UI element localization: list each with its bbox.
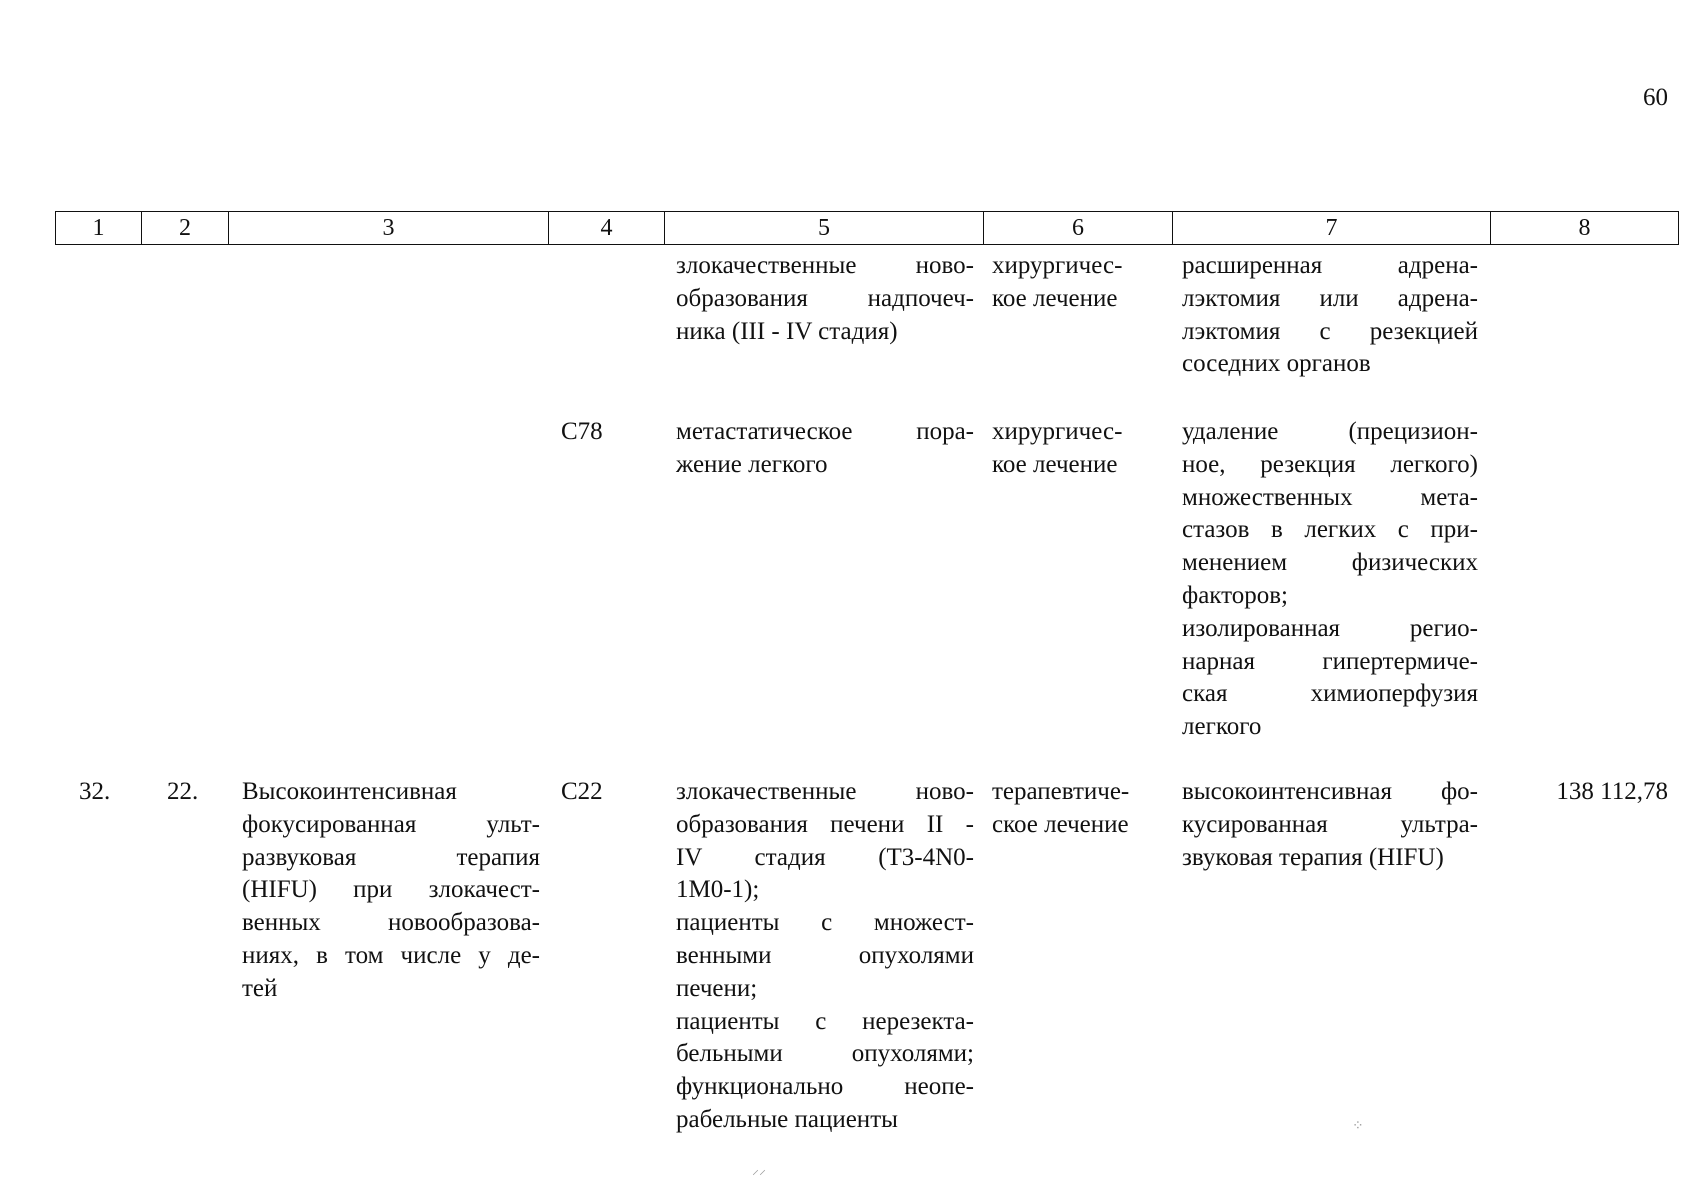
row3-treatment-line: терапевтиче- (992, 778, 1130, 805)
row1-diagnosis-line: образования надпочеч- (676, 284, 974, 312)
row3-care-type-line: венных новообразова- (242, 909, 540, 937)
row3-care-type-line: фокусированная ульт- (242, 810, 540, 838)
row3-cost: 138 112,78 (1556, 778, 1668, 805)
row3-method (1182, 776, 1478, 874)
column-number-header (55, 211, 1679, 245)
row3-treatment-type (992, 776, 1162, 842)
row3-diagnosis-line: IV стадия (T3-4N0- (676, 843, 974, 871)
row1-method (1182, 250, 1478, 381)
row1-treatment-type (992, 250, 1162, 316)
row3-care-type-line: развуковая терапия (242, 843, 540, 871)
row3-diagnosis-line: печени; (676, 974, 758, 1002)
row2-method-line: менением физических (1182, 549, 1478, 577)
row2-diagnosis (676, 416, 974, 482)
row3-treatment-line: ское лечение (992, 810, 1129, 838)
row3-method-line: звуковая терапия (HIFU) (1182, 843, 1444, 871)
row3-diagnosis-line: пациенты с множест- (676, 909, 974, 937)
row3-diagnosis-line: функционально неопе- (676, 1073, 974, 1101)
row2-treatment-line: кое лечение (992, 450, 1118, 478)
row2-method-line: удаление (прецизион- (1182, 418, 1478, 445)
row3-diagnosis-line: бельными опухолями; (676, 1040, 974, 1068)
row3-icd-code: C22 (561, 778, 603, 805)
row3-diagnosis-line: пациенты с нерезекта- (676, 1007, 974, 1035)
row3-care-type (242, 776, 540, 1006)
header-col-4: 4 (549, 212, 665, 245)
row3-care-type-line: ниях, в том числе у де- (242, 941, 540, 969)
row2-diagnosis-line: жение легкого (676, 450, 828, 478)
row1-method-line: расширенная адрена- (1182, 252, 1478, 279)
row2-method-line: легкого (1182, 713, 1262, 741)
row3-diagnosis (676, 776, 974, 1137)
header-col-2: 2 (142, 212, 229, 245)
row2-treatment-line: хирургичес- (992, 418, 1123, 445)
row3-method-line: кусированная ультра- (1182, 810, 1478, 838)
row1-diagnosis-line: злокачественные ново- (676, 252, 974, 279)
row2-method-line: ская химиоперфузия (1182, 680, 1478, 708)
row2-icd-code: C78 (561, 418, 603, 445)
header-col-5: 5 (665, 212, 984, 245)
row2-treatment-type (992, 416, 1162, 482)
row2-method-line: изолированная регио- (1182, 614, 1478, 642)
row1-method-line: лэктомия с резекцией (1182, 317, 1478, 345)
row2-method-line: факторов; (1182, 581, 1288, 609)
row3-care-type-line: тей (242, 974, 278, 1002)
page-number: 60 (1643, 84, 1668, 111)
row1-method-line: соседних органов (1182, 350, 1371, 378)
row1-treatment-line: хирургичес- (992, 252, 1123, 279)
header-col-8: 8 (1491, 212, 1679, 245)
scan-speck: ⁘ (1352, 1119, 1364, 1134)
row3-care-type-line: (HIFU) при злокачест- (242, 876, 540, 904)
row1-diagnosis (676, 250, 974, 348)
row2-method-line: стазов в легких с при- (1182, 516, 1478, 544)
row1-treatment-line: кое лечение (992, 284, 1118, 312)
row2-method-line: ное, резекция легкого) (1182, 450, 1478, 478)
row2-diagnosis-line: метастатическое пора- (676, 418, 974, 445)
row3-care-type-line: Высокоинтенсивная (242, 778, 457, 805)
row3-diagnosis-line: 1M0-1); (676, 876, 760, 904)
row1-diagnosis-line: ника (III - IV стадия) (676, 317, 898, 345)
header-col-1: 1 (56, 212, 142, 245)
header-row (56, 212, 1679, 245)
row3-diagnosis-line: злокачественные ново- (676, 778, 974, 805)
row3-method-line: высокоинтенсивная фо- (1182, 778, 1478, 805)
header-col-3: 3 (229, 212, 549, 245)
row3-diagnosis-line: венными опухолями (676, 941, 974, 969)
row1-method-line: лэктомия или адрена- (1182, 284, 1478, 312)
row3-group-number: 22. (167, 778, 199, 805)
row3-diagnosis-line: рабельные пациенты (676, 1105, 898, 1133)
scan-speck: ⸝⸝ (752, 1163, 766, 1178)
row2-method-line: нарная гипертермиче- (1182, 647, 1478, 675)
row2-method-line: множественных мета- (1182, 483, 1478, 511)
row3-diagnosis-line: образования печени II - (676, 810, 974, 838)
header-col-6: 6 (984, 212, 1173, 245)
header-col-7: 7 (1173, 212, 1491, 245)
row3-item-number: 32. (79, 778, 111, 805)
row2-method (1182, 416, 1478, 744)
